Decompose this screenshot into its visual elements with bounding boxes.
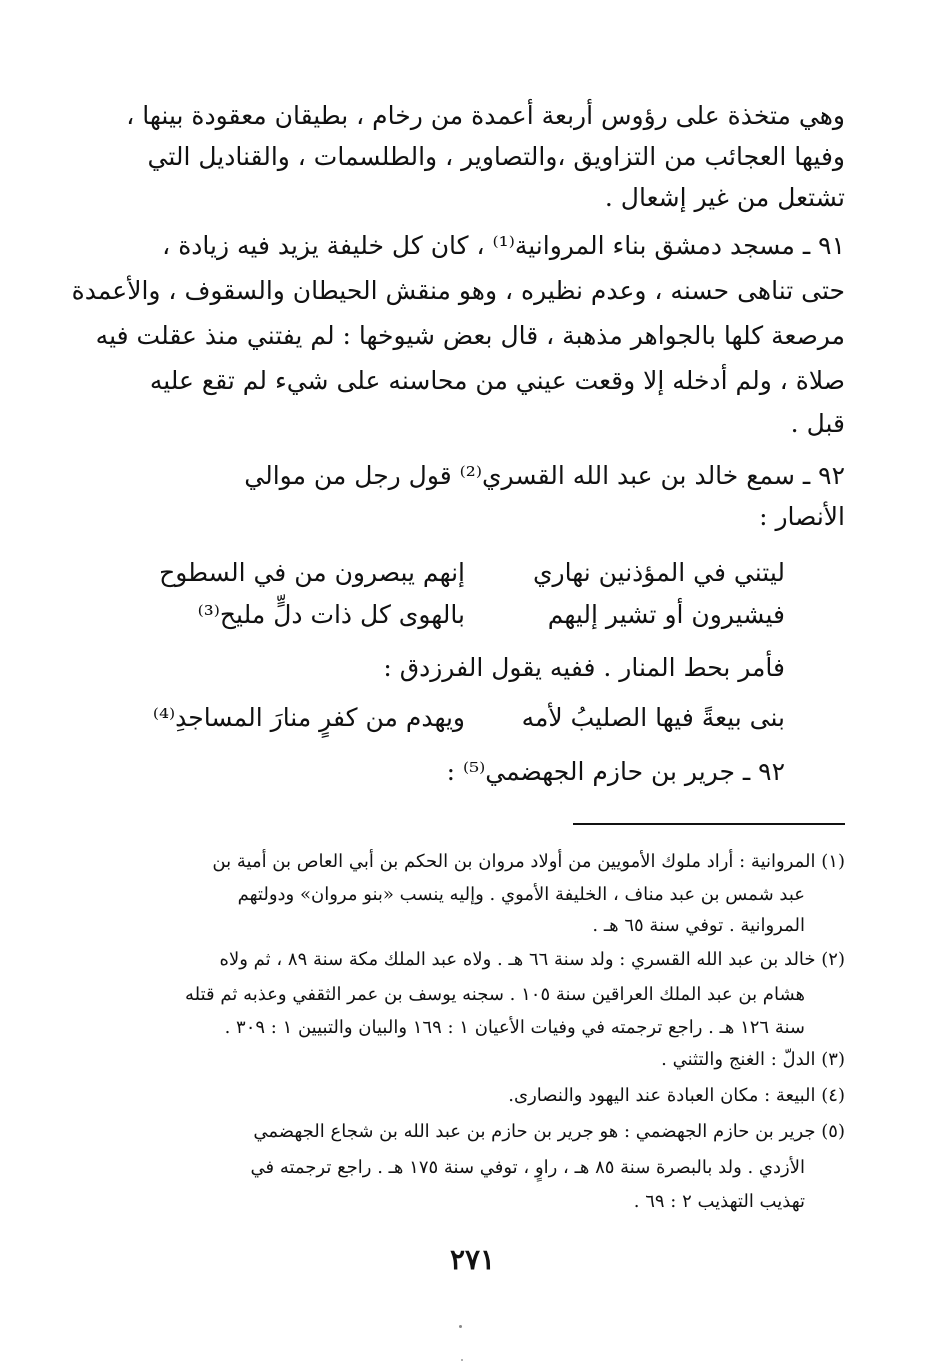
entry-91-line-1: ٩١ ـ مسجد دمشق بناء المروانية⁽¹⁾ ، كان كل خليفة يزيد فيه زيادة ، bbox=[162, 231, 845, 260]
entry-92b-line: ٩٢ ـ جرير بن حازم الجهضمي⁽⁵⁾ : bbox=[446, 757, 785, 786]
entry-92-line-1: ٩٢ ـ سمع خالد بن عبد الله القسري⁽²⁾ قول رجل من موالي bbox=[244, 461, 845, 490]
body-line-1: وهي متخذة على رؤوس أربعة أعمدة من رخام ، بطيقان معقودة بينها ، bbox=[126, 101, 845, 130]
scan-speck bbox=[461, 1359, 463, 1361]
footnote-2-line-3: سنة ١٢٦ هـ . راجع ترجمته في وفيات الأعيان ١ : ١٦٩ والبيان والتبيين ١ : ٣٠٩ . bbox=[224, 1017, 805, 1038]
mid-line: فأمر بحط المنار . ففيه يقول الفرزدق : bbox=[383, 653, 785, 682]
body-line-7: صلاة ، ولم أدخله إلا وقعت عيني من محاسنه على شيء لم تقع عليه bbox=[149, 366, 845, 395]
body-line-5: حتى تناهى حسنه ، وعدم نظيره ، وهو منقش الحيطان والسقوف ، والأعمدة bbox=[71, 276, 845, 305]
footnote-5-line-1: (٥) جرير بن حازم الجهضمي : هو جرير بن حازم بن عبد الله بن شجاع الجهضمي bbox=[253, 1121, 845, 1142]
footnote-2-line-1: (٢) خالد بن عبد الله القسري : ولد سنة ٦٦ هـ . ولاه عبد الملك مكة سنة ٨٩ ، ثم ولاه bbox=[219, 949, 845, 970]
footnote-5-line-2: الأزدي . ولد بالبصرة سنة ٨٥ هـ ، راوٍ ، توفي سنة ١٧٥ هـ . راجع ترجمته في bbox=[250, 1157, 805, 1178]
footnote-4: (٤) البيعة : مكان العبادة عند اليهود والنصارى. bbox=[508, 1085, 845, 1106]
page-number: ٢٧١ bbox=[449, 1243, 496, 1276]
verse-3-first: بنى بيعةً فيها الصليبُ لأمه bbox=[521, 703, 785, 732]
body-line-10: الأنصار : bbox=[759, 502, 845, 531]
footnote-1-line-2: عبد شمس بن عبد مناف ، الخليفة الأموي . وإليه ينسب «بنو مروان» ودولتهم bbox=[237, 884, 805, 905]
verse-2-first: فيشيرون أو تشير إليهم bbox=[547, 600, 785, 629]
body-line-8: قبل . bbox=[790, 409, 845, 438]
footnote-5-line-3: تهذيب التهذيب ٢ : ٦٩ . bbox=[633, 1191, 805, 1212]
body-line-2: وفيها العجائب من التزاويق ،والتصاوير ، والطلسمات ، والقناديل التي bbox=[147, 142, 845, 171]
footnote-separator bbox=[573, 823, 845, 825]
verse-3-second: ويهدم من كفرٍ منارَ المساجدِ⁽⁴⁾ bbox=[152, 703, 465, 732]
verse-2-second: بالهوى كل ذات دلٍّ مليح⁽³⁾ bbox=[197, 600, 465, 629]
footnote-1-line-3: المروانية . توفي سنة ٦٥ هـ . bbox=[592, 915, 805, 936]
scan-speck bbox=[459, 1325, 462, 1328]
footnote-1-line-1: (١) المروانية : أراد ملوك الأمويين من أولاد مروان بن الحكم بن أبي العاص بن أمية بن bbox=[212, 851, 845, 872]
body-line-3: تشتعل من غير إشعال . bbox=[604, 183, 845, 212]
verse-1-first: ليتني في المؤذنين نهاري bbox=[532, 558, 785, 587]
footnote-3: (٣) الدلّ : الغنج والتثني . bbox=[661, 1049, 845, 1070]
footnote-2-line-2: هشام بن عبد الملك العراقين سنة ١٠٥ . سجنه يوسف بن عمر الثقفي وعذبه ثم قتله bbox=[184, 984, 805, 1005]
verse-1-second: إنهم يبصرون من في السطوح bbox=[159, 558, 465, 587]
body-line-6: مرصعة كلها بالجواهر مذهبة ، قال بعض شيوخها : لم يفتني منذ عقلت فيه bbox=[95, 321, 845, 350]
